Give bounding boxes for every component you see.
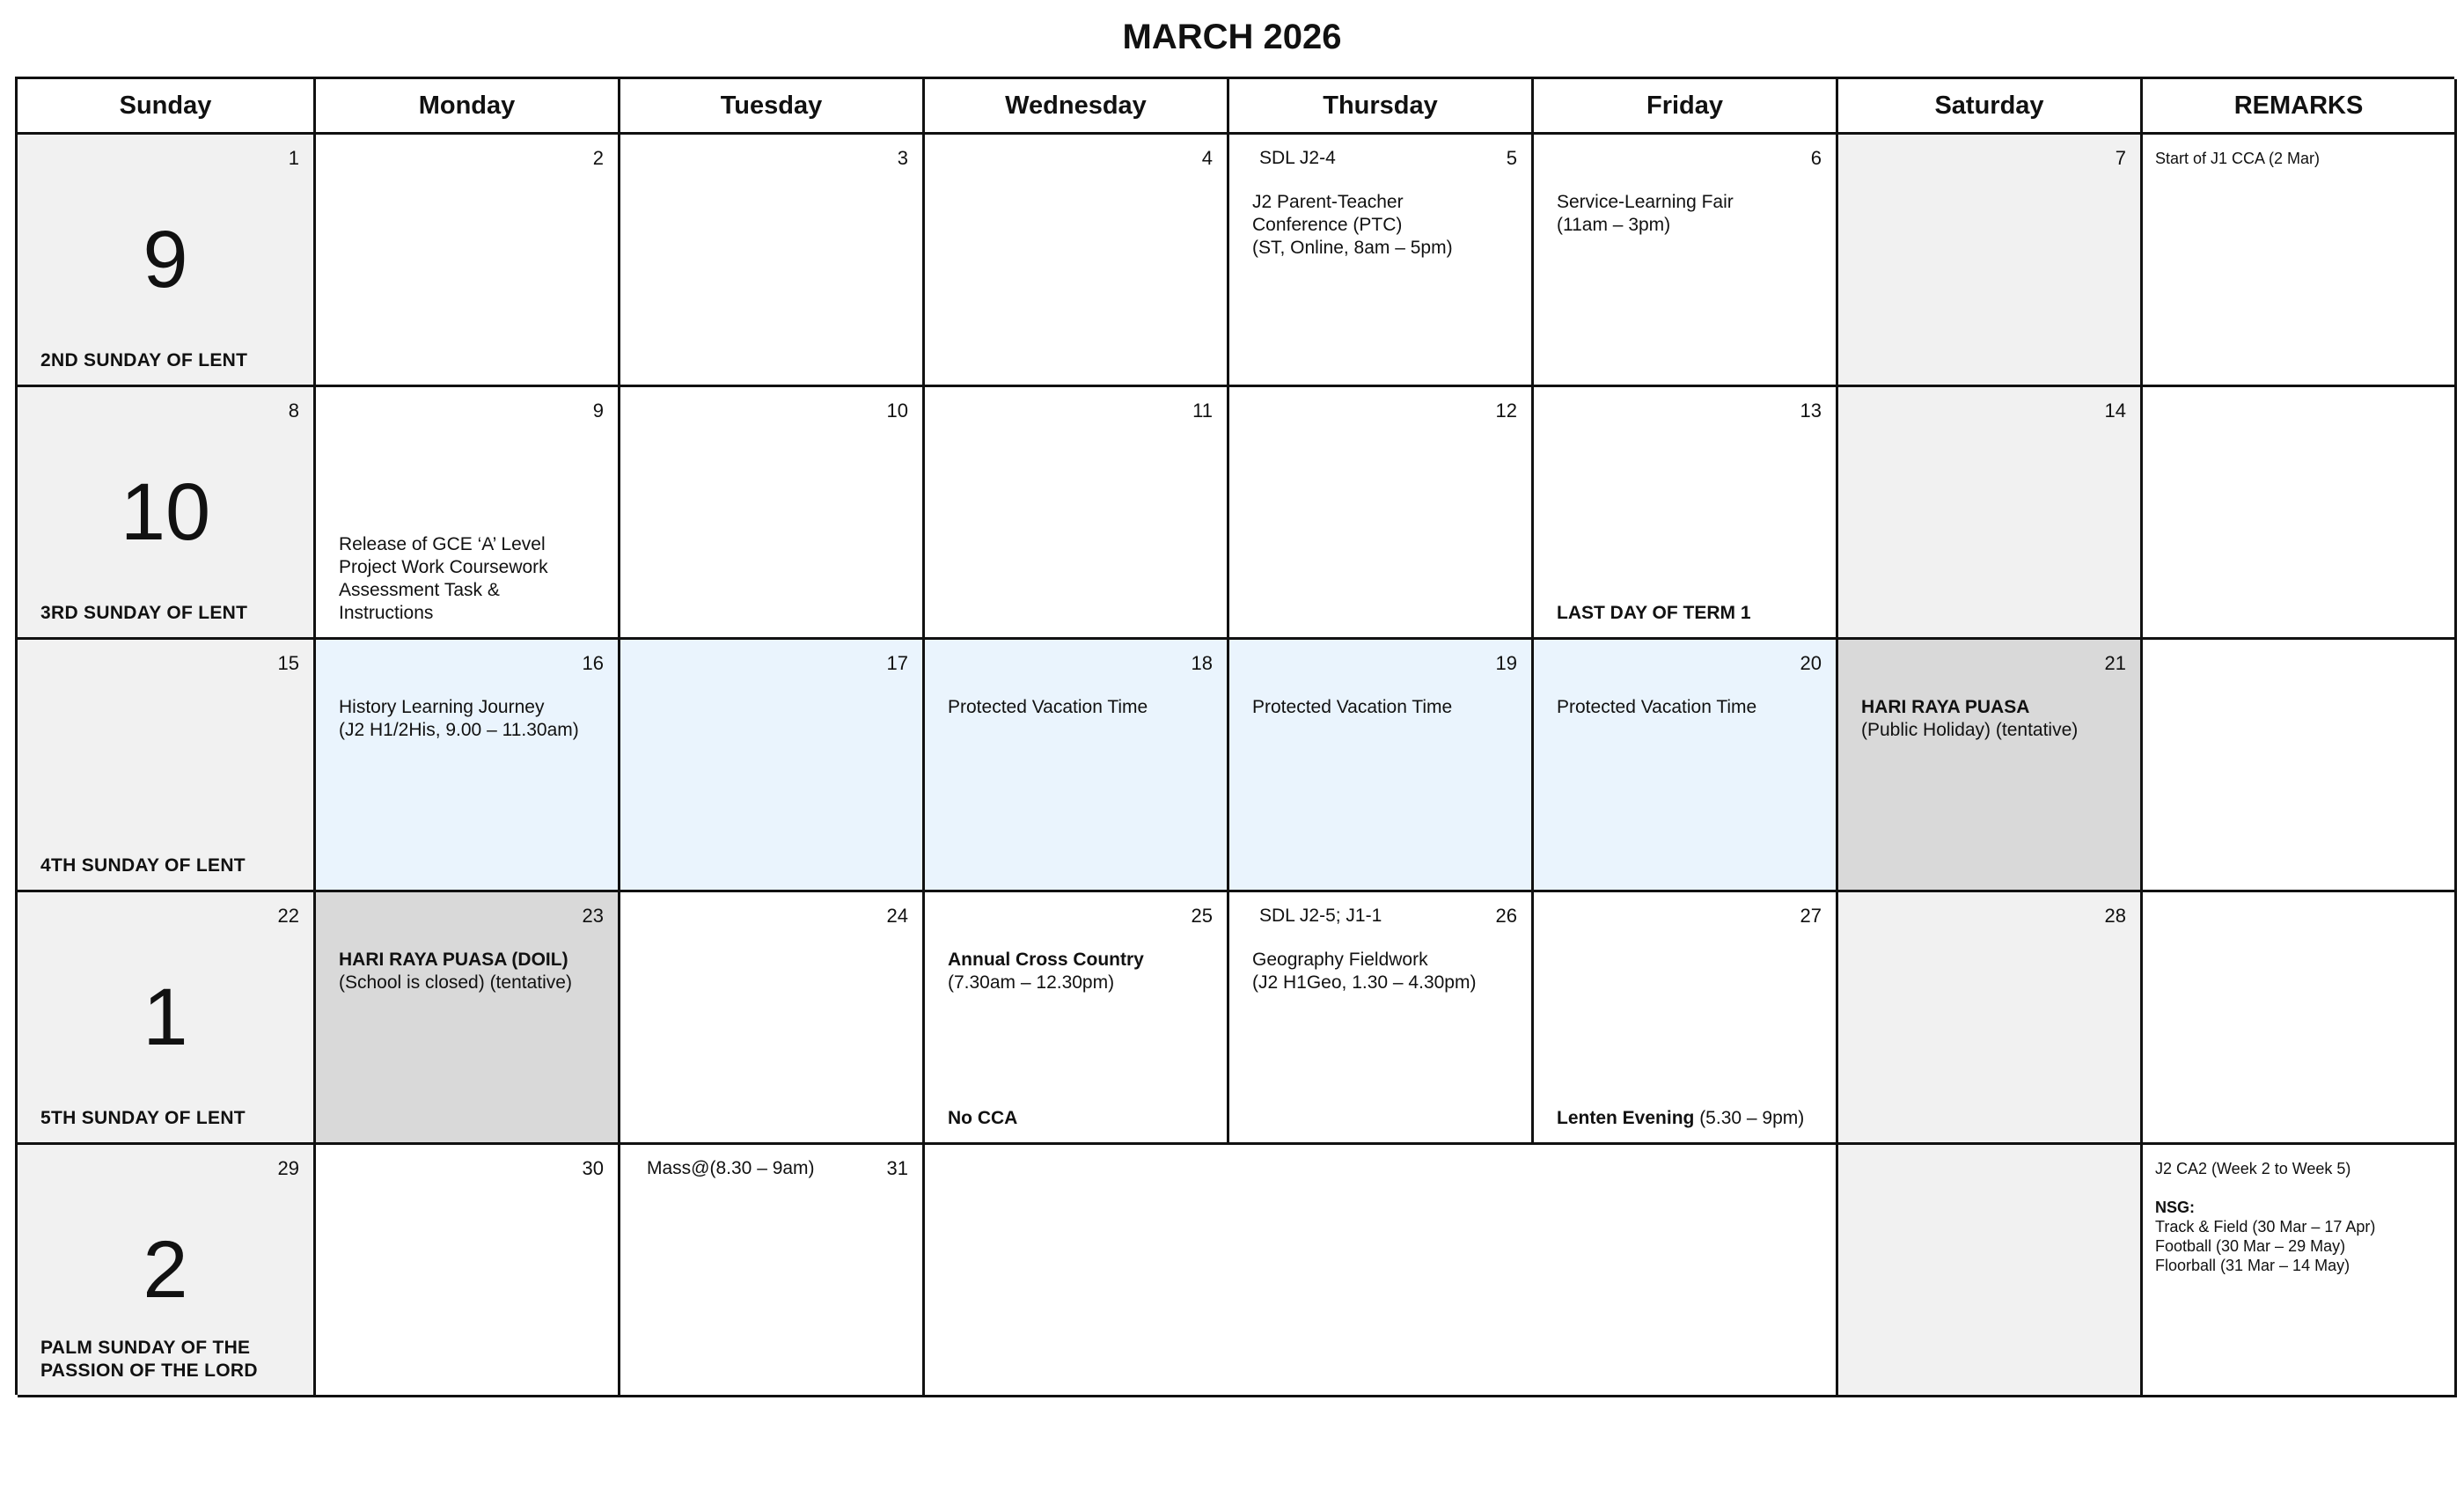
event-vacation[interactable]: Protected Vacation Time: [1557, 697, 1757, 717]
remark-text: Start of J1 CCA (2 Mar): [2155, 150, 2321, 167]
header-tuesday: Tuesday: [620, 79, 925, 135]
event-line: (Public Holiday) (tentative): [1861, 720, 2079, 740]
remark-line: J2 CA2 (Week 2 to Week 5): [2155, 1160, 2351, 1177]
event-line: (ST, Online, 8am – 5pm): [1252, 238, 1453, 258]
day-number: 14: [2104, 400, 2126, 422]
day-cell-4[interactable]: [925, 135, 1229, 387]
event-geography-fieldwork[interactable]: [1252, 949, 1519, 994]
header-friday: Friday: [1534, 79, 1838, 135]
day-cell-21[interactable]: [1838, 640, 2143, 892]
remark-line: Track & Field (30 Mar – 17 Apr): [2155, 1218, 2376, 1236]
event-line: Release of GCE ‘A’ Level: [339, 534, 546, 554]
page-title: MARCH 2026: [1122, 18, 1342, 56]
remarks-cell-week-3: [2143, 640, 2457, 892]
day-cell-9[interactable]: [316, 387, 620, 640]
week-number: 2: [143, 1225, 188, 1315]
day-number: 29: [277, 1157, 299, 1179]
header-sunday: Sunday: [18, 79, 316, 135]
event-line: J2 Parent-Teacher: [1252, 192, 1404, 212]
day-number: 10: [886, 400, 908, 422]
day-number: 8: [288, 400, 299, 422]
header-thursday: Thursday: [1229, 79, 1534, 135]
week-number: 1: [143, 972, 188, 1062]
day-number: 25: [1191, 905, 1213, 927]
day-number: 26: [1495, 905, 1517, 927]
event-hari-raya[interactable]: [1861, 696, 2128, 742]
day-number: 27: [1800, 905, 1822, 927]
day-number: 24: [886, 905, 908, 927]
sunday-label: 2ND SUNDAY OF LENT: [40, 350, 248, 370]
remark-line: Football (30 Mar – 29 May): [2155, 1237, 2346, 1255]
day-number: 23: [582, 905, 604, 927]
event-line: History Learning Journey: [339, 697, 545, 717]
day-cell-18[interactable]: [925, 640, 1229, 892]
sunday-label: 3RD SUNDAY OF LENT: [40, 603, 248, 623]
remarks-cell-week-5: [2143, 1145, 2457, 1397]
day-cell-14[interactable]: [1838, 387, 2143, 640]
mass-label: Mass@(8.30 – 9am): [647, 1158, 815, 1178]
day-number: 3: [897, 147, 908, 169]
event-vacation[interactable]: Protected Vacation Time: [948, 697, 1148, 717]
event-title: Lenten Evening: [1557, 1108, 1695, 1128]
day-number: 18: [1191, 652, 1213, 674]
event-last-day-term[interactable]: LAST DAY OF TERM 1: [1557, 603, 1751, 623]
day-number: 16: [582, 652, 604, 674]
event-line: HARI RAYA PUASA (DOIL): [339, 950, 568, 970]
event-line: (School is closed) (tentative): [339, 972, 572, 993]
day-cell-sun-1[interactable]: [18, 135, 316, 387]
day-number: 6: [1810, 147, 1822, 169]
week-number: 9: [143, 215, 188, 304]
day-number: 19: [1495, 652, 1517, 674]
sunday-label: 5TH SUNDAY OF LENT: [40, 1108, 246, 1128]
event-line: Conference (PTC): [1252, 215, 1403, 235]
remark-nsg-heading: NSG:: [2155, 1199, 2195, 1216]
week-number: 10: [120, 467, 211, 557]
day-cell-sun-8[interactable]: [18, 387, 316, 640]
day-number: 2: [592, 147, 604, 169]
remarks-cell-week-4: [2143, 892, 2457, 1145]
day-number: 17: [886, 652, 908, 674]
event-line: (7.30am – 12.30pm): [948, 972, 1115, 993]
day-cell-11[interactable]: [925, 387, 1229, 640]
remark-text: [2155, 1159, 2447, 1275]
day-cell-16[interactable]: [316, 640, 620, 892]
event-time: (5.30 – 9pm): [1694, 1108, 1805, 1128]
day-cell-3[interactable]: [620, 135, 925, 387]
event-cross-country[interactable]: [948, 949, 1214, 994]
day-number: 4: [1201, 147, 1213, 169]
header-saturday: Saturday: [1838, 79, 2143, 135]
remark-line: Floorball (31 Mar – 14 May): [2155, 1257, 2350, 1274]
day-cell-19[interactable]: [1229, 640, 1534, 892]
calendar-grid: [15, 77, 2454, 1395]
remarks-cell-week-1: [2143, 135, 2457, 387]
event-line: Annual Cross Country: [948, 950, 1144, 970]
day-number: 28: [2104, 905, 2126, 927]
day-cell-20[interactable]: [1534, 640, 1838, 892]
day-number: 20: [1800, 652, 1822, 674]
day-cell-30[interactable]: [316, 1145, 620, 1397]
event-line: Geography Fieldwork: [1252, 950, 1428, 970]
day-number: 5: [1506, 147, 1517, 169]
sunday-label: 4TH SUNDAY OF LENT: [40, 855, 246, 876]
day-cell-6[interactable]: [1534, 135, 1838, 387]
empty-saturday-cell: [1838, 1145, 2143, 1397]
day-cell-24[interactable]: [620, 892, 925, 1145]
event-line: Service-Learning Fair: [1557, 192, 1734, 212]
day-cell-28[interactable]: [1838, 892, 2143, 1145]
event-line: HARI RAYA PUASA: [1861, 697, 2030, 717]
sdl-label: SDL J2-4: [1259, 148, 1336, 168]
event-lenten-evening[interactable]: [1557, 1107, 1823, 1130]
day-cell-12[interactable]: [1229, 387, 1534, 640]
remarks-cell-week-2: [2143, 387, 2457, 640]
day-number: 7: [2115, 147, 2126, 169]
day-cell-2[interactable]: [316, 135, 620, 387]
day-number: 1: [288, 147, 299, 169]
event-line: Assessment Task &: [339, 580, 500, 600]
day-cell-sun-15[interactable]: [18, 640, 316, 892]
day-cell-17[interactable]: [620, 640, 925, 892]
day-number: 11: [1192, 400, 1213, 422]
event-no-cca[interactable]: No CCA: [948, 1108, 1018, 1128]
day-cell-25[interactable]: [925, 892, 1229, 1145]
event-line: (J2 H1Geo, 1.30 – 4.30pm): [1252, 972, 1477, 993]
event-line: Project Work Coursework: [339, 557, 548, 577]
sunday-label-line: PALM SUNDAY OF THE: [40, 1338, 251, 1358]
sdl-label: SDL J2-5; J1-1: [1259, 906, 1382, 926]
event-vacation[interactable]: Protected Vacation Time: [1252, 697, 1453, 717]
event-line: Instructions: [339, 603, 434, 623]
day-cell-31[interactable]: [620, 1145, 925, 1397]
day-number: 9: [592, 400, 604, 422]
sunday-label: [40, 1337, 258, 1382]
header-wednesday: Wednesday: [925, 79, 1229, 135]
day-cell-sun-22[interactable]: [18, 892, 316, 1145]
day-cell-26[interactable]: [1229, 892, 1534, 1145]
event-history-journey[interactable]: [339, 696, 605, 742]
day-number: 12: [1495, 400, 1517, 422]
day-number: 31: [886, 1157, 908, 1179]
event-gce-release[interactable]: [339, 533, 605, 625]
header-monday: Monday: [316, 79, 620, 135]
sunday-label-line: PASSION OF THE LORD: [40, 1360, 258, 1381]
event-line: (11am – 3pm): [1557, 215, 1671, 235]
day-cell-23[interactable]: [316, 892, 620, 1145]
day-number: 30: [582, 1157, 604, 1179]
day-cell-7[interactable]: [1838, 135, 2143, 387]
remark-spacer: [2155, 1178, 2447, 1198]
day-cell-5[interactable]: [1229, 135, 1534, 387]
header-remarks: REMARKS: [2143, 79, 2457, 135]
event-hari-raya-doil[interactable]: [339, 949, 605, 994]
empty-span-cell: [925, 1145, 1838, 1397]
event-ptc[interactable]: [1252, 191, 1519, 260]
event-service-learning-fair[interactable]: [1557, 191, 1823, 237]
day-number: 13: [1800, 400, 1822, 422]
day-cell-sun-29[interactable]: [18, 1145, 316, 1397]
day-number: 15: [277, 652, 299, 674]
event-line: (J2 H1/2His, 9.00 – 11.30am): [339, 720, 579, 740]
day-number: 22: [277, 905, 299, 927]
day-cell-13[interactable]: [1534, 387, 1838, 640]
day-cell-10[interactable]: [620, 387, 925, 640]
day-number: 21: [2104, 652, 2126, 674]
day-cell-27[interactable]: [1534, 892, 1838, 1145]
